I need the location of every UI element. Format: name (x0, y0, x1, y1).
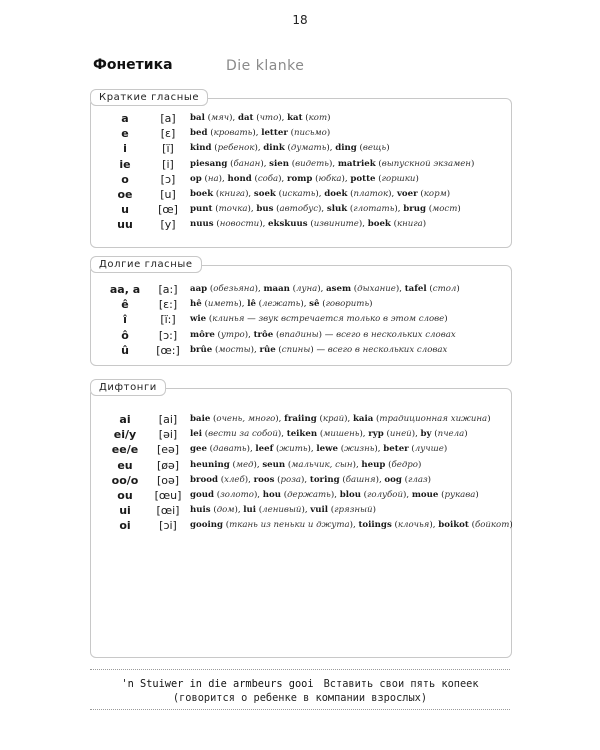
example-words: huis (дом), lui (ленивый), vuil (грязный) (190, 505, 376, 516)
phoneme-ipa: [əi] (158, 428, 178, 442)
example-word: goud (190, 489, 214, 500)
phoneme-spelling: ee/e (111, 443, 139, 457)
example-word: boek (367, 219, 391, 230)
phoneme-spelling: aa, a (109, 283, 141, 296)
phoneme-ipa: [i] (162, 157, 174, 171)
example-word: aap (190, 284, 208, 294)
example-word: bus (256, 204, 274, 215)
phoneme-spelling: ou (117, 488, 133, 502)
example-words: heuning (мед), seun (мальчик, сын), heup (бедро) (190, 459, 422, 470)
example-translation: дом (216, 505, 235, 516)
example-word: lê (247, 299, 256, 310)
example-word: sluk (326, 204, 348, 215)
example-word: boikot (438, 520, 469, 531)
idiom-russian: Вставить свои пять копеек (323, 678, 479, 690)
example-word: blou (339, 489, 361, 500)
example-word: heuning (190, 459, 230, 470)
example-note: — всего в нескольких словах (324, 329, 456, 340)
example-translation: книга (219, 188, 246, 199)
example-note: — всего в нескольких словах (316, 344, 448, 355)
phoneme-ipa: [ɛ:] (158, 298, 178, 312)
example-word: teiken (286, 429, 318, 440)
example-word: lui (243, 505, 257, 516)
phoneme-spelling: ei/y (113, 428, 137, 442)
example-translation: что (259, 113, 279, 123)
example-word: tafel (404, 284, 427, 294)
phoneme-spelling: ê (121, 298, 129, 312)
example-word: piesang (190, 158, 228, 169)
example-translation: рукава (444, 489, 476, 500)
phoneme-row (91, 297, 511, 312)
example-word: seun (262, 459, 286, 470)
phoneme-row (91, 442, 511, 457)
example-word: oog (384, 474, 402, 485)
phoneme-row (91, 217, 511, 232)
section-title: Долгие гласные (90, 256, 202, 273)
example-translation: юбка (318, 173, 342, 184)
phoneme-ipa: [œ] (158, 203, 178, 217)
example-word: lei (190, 429, 202, 440)
diphthongs-panel (90, 382, 513, 658)
example-translation: глаз (408, 474, 428, 485)
example-words: bal (мяч), dat (что), kat (кот) (190, 113, 331, 123)
example-words: boek (книга), soek (искать), doek (платок), voer (корм) (190, 188, 451, 199)
page-subtitle: Die klanke (226, 58, 305, 74)
example-translation: клинья — звук встречается только в этом слове (212, 314, 445, 325)
phoneme-row (91, 458, 511, 473)
phoneme-row (91, 412, 511, 427)
phoneme-spelling: eu (117, 458, 133, 472)
example-translation: ребенок (217, 143, 255, 154)
example-translation: мальчик, сын (291, 459, 353, 470)
example-word: heup (361, 459, 386, 470)
phoneme-spelling: î (123, 313, 127, 327)
example-translation: корм (423, 188, 447, 199)
phoneme-row (91, 343, 511, 358)
example-words: op (на), hond (соба), romp (юбка), potte (горшки) (190, 173, 419, 184)
example-word: leef (255, 444, 274, 455)
example-words: gee (давать), leef (жить), lewe (жизнь), beter (лучше) (190, 444, 448, 455)
example-word: punt (190, 204, 213, 215)
example-word: bal (190, 113, 205, 123)
phoneme-ipa: [øə] (156, 458, 180, 472)
example-translation: клочья (397, 520, 430, 531)
example-translation: соба (257, 173, 279, 184)
phoneme-ipa: [a:] (158, 283, 178, 296)
example-translation: башня (345, 474, 376, 485)
example-words: wie (клинья — звук встречается только в этом слове) (190, 314, 448, 325)
example-words: brood (хлеб), roos (роза), toring (башня), oog (глаз) (190, 474, 431, 485)
phoneme-row (91, 111, 511, 126)
phoneme-row (91, 488, 511, 503)
phoneme-ipa: [ɔ:] (158, 328, 178, 342)
example-word: gee (190, 444, 207, 455)
phoneme-spelling: oi (119, 519, 131, 533)
phoneme-ipa: [ɛ] (160, 127, 176, 141)
example-word: kaia (352, 414, 374, 424)
phoneme-row (91, 328, 511, 343)
example-words: brûe (мосты), rûe (спины) — всего в нескольких словах (190, 344, 448, 355)
phoneme-spelling: oe (117, 187, 133, 201)
example-translation: держать (287, 489, 331, 500)
example-word: rûe (259, 344, 276, 355)
long-vowels-list (91, 282, 511, 358)
example-translation: мосты (218, 344, 251, 355)
example-words: hê (иметь), lê (лежать), sê (говорить) (190, 299, 373, 310)
example-translation: иней (389, 429, 412, 440)
example-word: asem (326, 284, 352, 294)
example-word: roos (253, 474, 275, 485)
example-translation: кот (308, 113, 328, 123)
phoneme-spelling: i (123, 142, 127, 156)
example-translation: давать (213, 444, 247, 455)
idiom-afrikaans: 'n Stuiwer in die armbeurs gooi (121, 678, 314, 690)
example-word: brûe (190, 344, 213, 355)
example-translation: лежать (262, 299, 301, 310)
example-word: ding (335, 143, 357, 154)
example-translation: кровать (213, 128, 253, 139)
example-word: huis (190, 505, 211, 516)
example-translation: мяч (210, 113, 230, 123)
example-translation: вести за собой (208, 429, 278, 440)
phoneme-row (91, 312, 511, 327)
example-translation: дыхание (357, 284, 396, 294)
phoneme-ipa: [a] (160, 112, 176, 125)
page-title: Фонетика (93, 57, 173, 73)
phoneme-ipa: [ɔi] (159, 519, 177, 533)
phoneme-spelling: ô (121, 328, 129, 342)
example-word: voer (396, 188, 418, 199)
phoneme-row (91, 157, 511, 172)
example-word: baie (190, 414, 211, 424)
example-word: vuil (310, 505, 329, 516)
diphthongs-list (91, 412, 511, 534)
example-word: soek (253, 188, 276, 199)
example-translation: искать (281, 188, 316, 199)
phoneme-ipa: [y] (160, 218, 176, 232)
example-word: beter (383, 444, 409, 455)
phoneme-ipa: [œi] (156, 504, 180, 518)
example-word: fraiing (284, 414, 317, 424)
example-word: brug (403, 204, 426, 215)
example-translation: луна (296, 284, 318, 294)
example-translation: иметь (207, 299, 239, 310)
example-translation: грязный (334, 505, 373, 516)
example-words: gooing (ткань из пеньки и джута), toiings (клочья), boikot (бойкот) (190, 520, 513, 531)
example-word: môre (190, 329, 215, 340)
phoneme-row (91, 187, 511, 202)
example-word: by (420, 429, 432, 440)
example-translation: вещь (362, 143, 387, 154)
example-word: trôe (253, 329, 274, 340)
example-translation: утро (220, 329, 245, 340)
example-translation: книга (396, 219, 423, 230)
example-translation: автобус (279, 204, 319, 215)
phoneme-ipa: [oə] (156, 473, 180, 487)
example-words: goud (золото), hou (держать), blou (голубой), moue (рукава) (190, 489, 479, 500)
example-word: letter (261, 128, 288, 139)
phoneme-row (91, 518, 511, 533)
section-title: Дифтонги (90, 379, 166, 396)
example-word: bed (190, 128, 208, 139)
idiom-note: (говорится о ребенке в компании взрослых) (172, 692, 428, 704)
phoneme-row (91, 427, 511, 442)
example-word: maan (263, 284, 290, 294)
phoneme-row (91, 141, 511, 156)
phoneme-spelling: ui (119, 504, 131, 518)
phoneme-ipa: [u] (160, 187, 176, 201)
example-word: sê (309, 299, 320, 310)
phoneme-spelling: ai (119, 413, 131, 426)
example-translation: голубой (367, 489, 403, 500)
phoneme-ipa: [œ:] (156, 343, 180, 357)
example-word: hou (262, 489, 281, 500)
example-translation: хлеб (224, 474, 245, 485)
example-word: wie (190, 314, 207, 325)
phoneme-row (91, 503, 511, 518)
example-word: dink (263, 143, 285, 154)
example-word: ryp (368, 429, 384, 440)
phoneme-row (91, 282, 511, 297)
example-words: kind (ребенок), dink (думать), ding (вещь) (190, 143, 390, 154)
example-word: hê (190, 299, 202, 310)
example-words: nuus (новости), ekskuus (извините), boek (книга) (190, 219, 427, 230)
example-translation: ленивый (262, 505, 302, 516)
example-words: aap (обезьяна), maan (луна), asem (дыхание), tafel (стол) (190, 284, 460, 294)
example-word: kind (190, 143, 212, 154)
example-words: baie (очень, много), fraiing (край), kaia (традиционная хижина) (190, 414, 491, 424)
phoneme-spelling: o (121, 172, 129, 186)
example-translation: письмо (293, 128, 327, 139)
phoneme-ipa: [ï] (162, 142, 174, 156)
example-translation: точка (218, 204, 248, 215)
example-translation: очень, много (216, 414, 276, 424)
example-word: potte (350, 173, 376, 184)
example-words: punt (точка), bus (автобус), sluk (глотать), brug (мост) (190, 204, 461, 215)
example-translation: горшки (381, 173, 416, 184)
divider-bottom (90, 709, 510, 710)
phoneme-spelling: a (121, 112, 129, 125)
example-translation: глотать (353, 204, 395, 215)
divider-top (90, 669, 510, 670)
example-word: boek (190, 188, 214, 199)
phoneme-spelling: e (121, 127, 129, 141)
example-translation: впадины (279, 329, 319, 340)
example-translation: на (207, 173, 219, 184)
example-word: romp (287, 173, 313, 184)
example-translation: ткань из пеньки и джута (229, 520, 350, 531)
example-word: sien (269, 158, 289, 169)
example-word: nuus (190, 219, 214, 230)
example-translation: жить (279, 444, 308, 455)
example-words: môre (утро), trôe (впадины) — всего в нескольких словах (190, 329, 456, 340)
phoneme-spelling: uu (117, 218, 133, 232)
section-title: Краткие гласные (90, 89, 208, 106)
example-translation: спины (281, 344, 311, 355)
example-translation: жизнь (344, 444, 375, 455)
long-vowels-panel (90, 259, 512, 366)
phoneme-row (91, 126, 511, 141)
phoneme-spelling: oo/o (111, 473, 139, 487)
example-words: bed (кровать), letter (письмо) (190, 128, 331, 139)
example-translation: банан (233, 158, 261, 169)
phoneme-ipa: [ï:] (160, 313, 176, 327)
example-word: doek (324, 188, 348, 199)
short-vowels-panel (90, 92, 512, 248)
idiom-box (90, 677, 510, 705)
example-translation: мишень (323, 429, 360, 440)
example-word: moue (411, 489, 439, 500)
example-word: kat (287, 113, 303, 123)
phoneme-spelling: û (121, 343, 129, 357)
example-word: ekskuus (268, 219, 308, 230)
phoneme-row (91, 473, 511, 488)
phoneme-ipa: [ɔ] (160, 172, 176, 186)
example-translation: мост (432, 204, 458, 215)
example-word: toiings (358, 520, 392, 531)
example-translation: платок (353, 188, 389, 199)
example-translation: обезьяна (213, 284, 255, 294)
example-word: brood (190, 474, 219, 485)
example-translation: край (322, 414, 345, 424)
example-translation: бойкот (474, 520, 510, 531)
example-translation: пчела (437, 429, 465, 440)
short-vowels-list (91, 111, 511, 233)
page-number: 18 (292, 13, 308, 27)
phoneme-ipa: [œu] (154, 488, 182, 502)
phoneme-ipa: [eə] (156, 443, 180, 457)
example-translation: выпускной экзамен (381, 158, 471, 169)
example-translation: лучше (414, 444, 444, 455)
example-translation: стол (432, 284, 457, 294)
phoneme-row (91, 172, 511, 187)
example-translation: традиционная хижина (379, 414, 488, 424)
example-word: gooing (190, 520, 223, 531)
example-translation: извините (313, 219, 359, 230)
example-translation: новости (219, 219, 260, 230)
example-word: dat (237, 113, 254, 123)
example-word: op (190, 173, 202, 184)
phoneme-row (91, 202, 511, 217)
example-translation: думать (290, 143, 327, 154)
phoneme-spelling: ie (119, 157, 131, 171)
example-translation: говорить (325, 299, 370, 310)
phoneme-spelling: u (121, 203, 129, 217)
example-word: hond (227, 173, 252, 184)
example-translation: бедро (391, 459, 418, 470)
example-words: lei (вести за собой), teiken (мишень), ryp (иней), by (пчела) (190, 429, 468, 440)
example-word: lewe (316, 444, 338, 455)
example-translation: роза (280, 474, 302, 485)
example-translation: золото (220, 489, 254, 500)
example-translation: видеть (295, 158, 329, 169)
example-translation: мед (235, 459, 254, 470)
example-word: matriek (337, 158, 376, 169)
example-words: piesang (банан), sien (видеть), matriek (выпускной экзамен) (190, 158, 475, 169)
example-word: toring (309, 474, 340, 485)
phoneme-ipa: [ai] (158, 413, 178, 426)
